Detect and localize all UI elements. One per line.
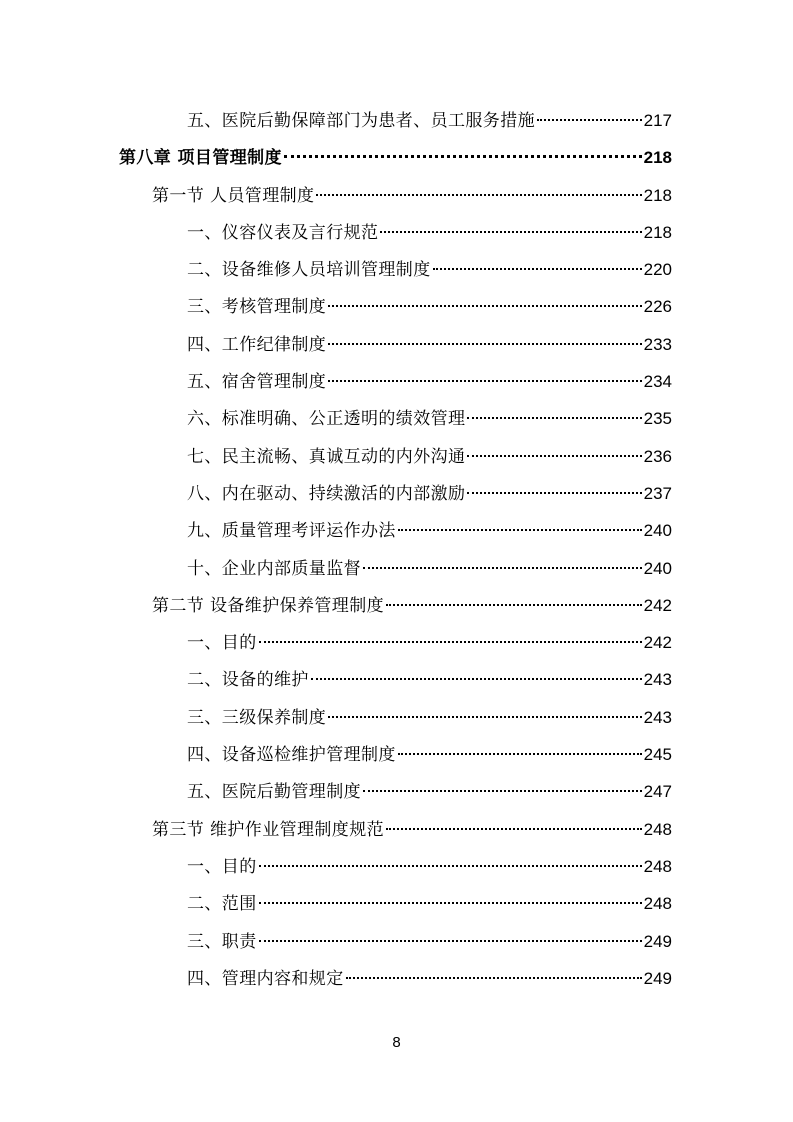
toc-item-entry[interactable] <box>0 885 793 922</box>
toc-entry-title: 一、仪容仪表及言行规范 <box>187 222 379 243</box>
toc-entry-title: 九、质量管理考评运作办法 <box>187 521 396 542</box>
toc-entry-page: 218 <box>643 148 672 168</box>
toc-entry-page: 237 <box>643 483 672 503</box>
dot-leader <box>346 977 642 979</box>
dot-leader <box>380 231 641 233</box>
toc-entry-page: 245 <box>643 745 672 765</box>
toc-entry-title: 三、职责 <box>187 931 257 952</box>
toc-item-entry[interactable] <box>0 550 793 587</box>
dot-leader <box>259 865 642 867</box>
toc-entry-page: 249 <box>643 968 672 988</box>
dot-leader <box>316 194 641 196</box>
toc-item-entry[interactable] <box>0 923 793 960</box>
toc-entry-page: 243 <box>643 670 672 690</box>
toc-entry-title: 第二节 设备维护保养管理制度 <box>152 595 385 616</box>
toc-entry-title: 五、宿舍管理制度 <box>187 372 327 393</box>
toc-entry-title: 一、目的 <box>187 856 257 877</box>
toc-entry-page: 249 <box>643 931 672 951</box>
toc-entry-page: 218 <box>643 222 672 242</box>
toc-item-entry[interactable] <box>0 512 793 549</box>
toc-entry-title: 一、目的 <box>187 633 257 654</box>
toc-item-entry[interactable] <box>0 214 793 251</box>
toc-item-entry[interactable] <box>0 102 793 139</box>
toc-entry-page: 240 <box>643 521 672 541</box>
toc-item-entry[interactable] <box>0 624 793 661</box>
toc-entry-title: 三、考核管理制度 <box>187 297 327 318</box>
dot-leader <box>328 343 641 345</box>
toc-entry-title: 第三节 维护作业管理制度规范 <box>152 819 385 840</box>
dot-leader <box>311 678 642 680</box>
toc-entry-page: 240 <box>643 558 672 578</box>
toc-item-entry[interactable] <box>0 251 793 288</box>
toc-entry-title: 四、工作纪律制度 <box>187 334 327 355</box>
dot-leader <box>328 305 641 307</box>
toc-entry-page: 247 <box>643 782 672 802</box>
toc-item-entry[interactable] <box>0 661 793 698</box>
dot-leader <box>363 567 642 569</box>
toc-entry-title: 二、范围 <box>187 894 257 915</box>
dot-leader <box>398 529 642 531</box>
toc-entry-page: 248 <box>643 819 672 839</box>
toc-entry-title: 五、医院后勤管理制度 <box>187 782 361 803</box>
toc-entry-title: 十、企业内部质量监督 <box>187 558 361 579</box>
toc-chapter-entry[interactable] <box>0 139 793 176</box>
toc-entry-page: 234 <box>643 372 672 392</box>
dot-leader <box>467 492 641 494</box>
toc-item-entry[interactable] <box>0 288 793 325</box>
dot-leader <box>467 455 641 457</box>
toc-section-entry[interactable] <box>0 811 793 848</box>
toc-item-entry[interactable] <box>0 363 793 400</box>
toc-entry-title: 第一节 人员管理制度 <box>152 185 315 206</box>
toc-item-entry[interactable] <box>0 773 793 810</box>
toc-entry-title: 第八章 项目管理制度 <box>119 148 282 169</box>
toc-item-entry[interactable] <box>0 960 793 997</box>
toc-entry-title: 二、设备维修人员培训管理制度 <box>187 260 431 281</box>
dot-leader <box>328 380 641 382</box>
dot-leader <box>398 753 642 755</box>
table-of-contents <box>0 102 793 997</box>
dot-leader <box>433 268 642 270</box>
dot-leader <box>386 604 642 606</box>
toc-entry-title: 四、管理内容和规定 <box>187 968 344 989</box>
toc-entry-page: 242 <box>643 633 672 653</box>
dot-leader <box>386 828 642 830</box>
toc-section-entry[interactable] <box>0 177 793 214</box>
dot-leader <box>259 902 642 904</box>
toc-item-entry[interactable] <box>0 848 793 885</box>
toc-entry-title: 六、标准明确、公正透明的绩效管理 <box>187 409 466 430</box>
toc-entry-page: 233 <box>643 334 672 354</box>
toc-entry-page: 217 <box>643 111 672 130</box>
toc-entry-page: 235 <box>643 409 672 429</box>
toc-item-entry[interactable] <box>0 326 793 363</box>
toc-entry-title: 二、设备的维护 <box>187 670 309 691</box>
dot-leader <box>328 716 641 718</box>
toc-item-entry[interactable] <box>0 699 793 736</box>
toc-item-entry[interactable] <box>0 400 793 437</box>
dot-leader <box>259 641 642 643</box>
toc-entry-page: 218 <box>643 185 672 205</box>
toc-item-entry[interactable] <box>0 736 793 773</box>
toc-item-entry[interactable] <box>0 438 793 475</box>
toc-section-entry[interactable] <box>0 587 793 624</box>
toc-entry-title: 三、三级保养制度 <box>187 707 327 728</box>
toc-entry-title: 四、设备巡检维护管理制度 <box>187 745 396 766</box>
toc-entry-title: 八、内在驱动、持续激活的内部激励 <box>187 483 466 504</box>
toc-entry-title: 五、医院后勤保障部门为患者、员工服务措施 <box>187 111 535 131</box>
toc-item-entry[interactable] <box>0 475 793 512</box>
toc-entry-page: 226 <box>643 297 672 317</box>
dot-leader <box>259 940 642 942</box>
toc-entry-page: 236 <box>643 446 672 466</box>
toc-entry-page: 248 <box>643 856 672 876</box>
dot-leader <box>363 790 642 792</box>
dot-leader <box>284 155 642 158</box>
toc-entry-page: 248 <box>643 894 672 914</box>
dot-leader <box>537 119 642 121</box>
toc-entry-page: 220 <box>643 260 672 280</box>
page-number: 8 <box>392 1034 401 1051</box>
toc-entry-page: 242 <box>643 595 672 615</box>
dot-leader <box>467 417 641 419</box>
toc-entry-page: 243 <box>643 707 672 727</box>
toc-entry-title: 七、民主流畅、真诚互动的内外沟通 <box>187 446 466 467</box>
